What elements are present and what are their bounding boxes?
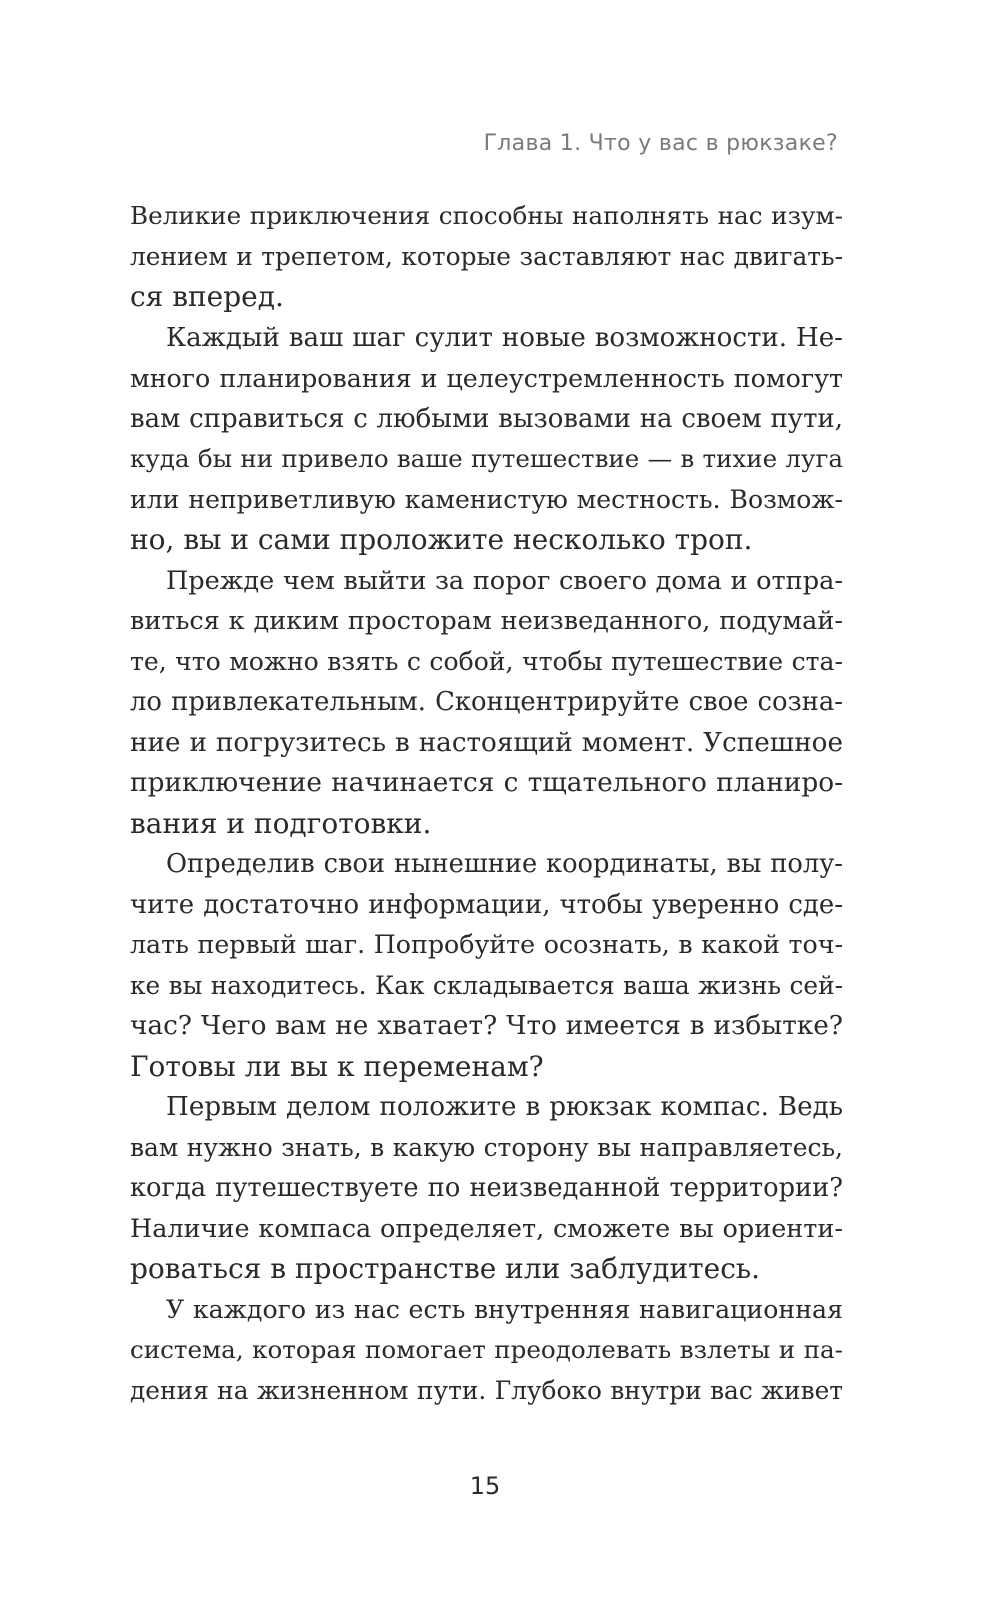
paragraph — [130, 844, 843, 1087]
text-line: ке вы находитесь. Как складывается ваша жизнь сей- — [130, 970, 843, 1000]
text-line: те, что можно взять с собой, чтобы путешествие ста- — [130, 646, 843, 676]
text-line: много планирования и целеустремленность помогут — [130, 363, 843, 393]
text-line: вам справиться с любыми вызовами на своем пути, — [130, 403, 843, 434]
running-head: Глава 1. Что у вас в рюкзаке? — [483, 131, 838, 156]
page-number: 15 — [469, 1472, 501, 1500]
text-line: Первым делом положите в рюкзак компас. Ведь — [166, 1092, 843, 1122]
text-line: ло привлекательным. Сконцентрируйте свое созна- — [130, 687, 843, 717]
text-line: роваться в пространстве или заблудитесь. — [130, 1252, 761, 1285]
text-line: вания и подготовки. — [130, 806, 432, 840]
paragraph — [130, 196, 843, 318]
paragraph — [130, 1290, 843, 1412]
text-line: ние и погрузитесь в настоящий момент. Успешное — [130, 727, 843, 758]
body-text — [130, 196, 843, 1411]
text-line: приключение начинается с тщательного планиро- — [130, 768, 843, 798]
text-line: виться к диким просторам неизведанного, подумай- — [130, 606, 843, 636]
text-line: вам нужно знать, в какую сторону вы направляетесь, — [130, 1132, 843, 1162]
text-line: Определив свои нынешние координаты, вы полу- — [166, 849, 843, 879]
text-line: Готовы ли вы к переменам? — [130, 1049, 544, 1083]
text-line: Каждый ваш шаг сулит новые возможности. Не- — [166, 322, 843, 353]
text-line: час? Чего вам не хватает? Что имеется в избытке? — [130, 1011, 843, 1041]
text-line: или неприветливую каменистую местность. Возмож- — [130, 484, 843, 514]
text-line: чите достаточно информации, чтобы уверенно сде- — [130, 889, 843, 920]
text-line: Великие приключения способны наполнять нас изум- — [130, 201, 843, 230]
paragraph — [130, 561, 843, 845]
text-line: У каждого из нас есть внутренняя навигационная — [166, 1294, 843, 1324]
text-line: система, которая помогает преодолевать взлеты и па- — [130, 1335, 843, 1364]
text-line: куда бы ни привело ваше путешествие — в тихие луга — [130, 444, 843, 473]
text-line: лать первый шаг. Попробуйте осознать, в какой точ- — [130, 930, 843, 959]
text-line: дения на жизненном пути. Глубоко внутри вас живет — [130, 1375, 843, 1405]
text-line: Наличие компаса определяет, сможете вы ориенти- — [130, 1213, 843, 1244]
text-line: Прежде чем выйти за порог своего дома и отпра- — [166, 565, 843, 596]
paragraph — [130, 318, 843, 561]
text-line: но, вы и сами проложите несколько троп. — [130, 523, 753, 556]
text-line: лением и трепетом, которые заставляют нас двигать- — [130, 241, 843, 271]
text-line: ся вперед. — [130, 280, 284, 313]
paragraph — [130, 1087, 843, 1290]
text-line: когда путешествуете по неизведанной территории? — [130, 1173, 843, 1203]
